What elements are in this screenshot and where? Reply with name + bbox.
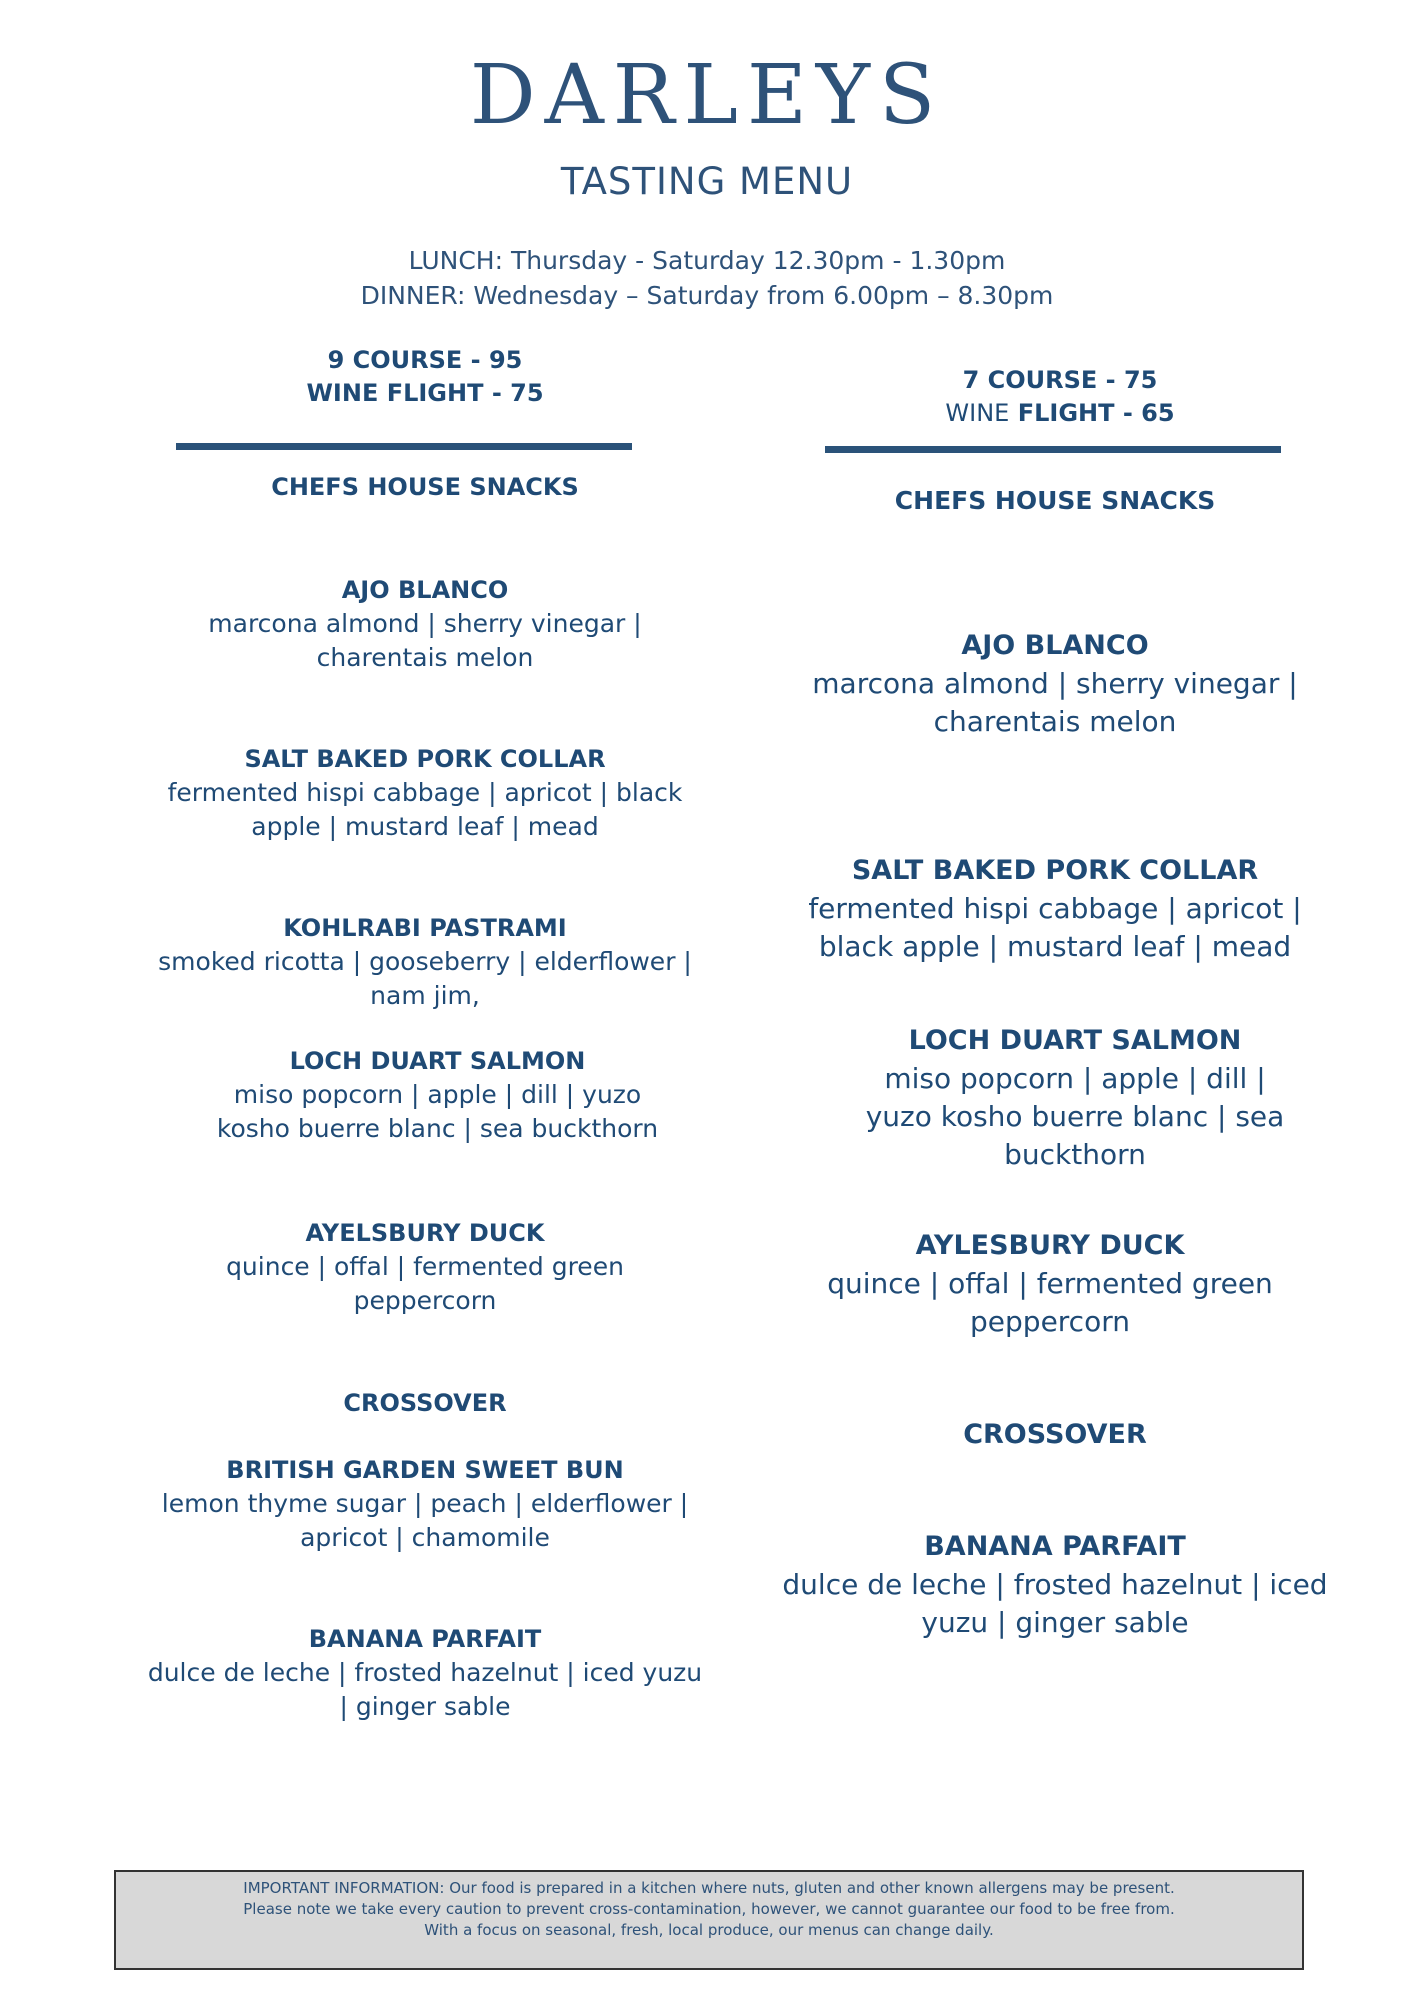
right-divider (825, 446, 1281, 453)
dish-title: CHEFS HOUSE SNACKS (894, 486, 1216, 515)
dish-description: quince | offal | fermented green peppercorn (827, 1267, 1273, 1338)
dish-title: AYLESBURY DUCK (915, 1230, 1185, 1261)
right-item-aylesbury-duck (810, 1227, 1290, 1341)
left-item-chefs-house-snacks (135, 470, 715, 504)
right-wine-rest: FLIGHT - 65 (1017, 399, 1175, 427)
right-column-header (820, 364, 1300, 430)
notice-line-3: With a focus on seasonal, fresh, local produce, our menus can change daily. (424, 1921, 994, 1939)
dish-title: BRITISH GARDEN SWEET BUN (226, 1456, 624, 1484)
right-item-banana-parfait (760, 1528, 1350, 1642)
dish-title: KOHLRABI PASTRAMI (283, 914, 567, 942)
dish-description: marcona almond | sherry vinegar | charentais melon (812, 667, 1298, 738)
right-item-salt-baked-pork-collar (790, 852, 1320, 966)
dish-title: CHEFS HOUSE SNACKS (271, 473, 579, 501)
dish-title: CROSSOVER (343, 1389, 507, 1417)
right-wine-flight (820, 397, 1300, 430)
dish-title: BANANA PARFAIT (924, 1531, 1186, 1562)
brand-logo: DARLEYS (469, 48, 945, 143)
lunch-hours: LUNCH: Thursday - Saturday 12.30pm - 1.30pm (408, 246, 1006, 275)
right-item-chefs-house-snacks (770, 482, 1340, 520)
dish-title: LOCH DUART SALMON (908, 1025, 1242, 1056)
dish-description: marcona almond | sherry vinegar | charentais melon (208, 609, 642, 672)
dish-title: LOCH DUART SALMON (289, 1047, 586, 1075)
dish-description: quince | offal | fermented green peppercorn (226, 1252, 624, 1315)
left-item-kohlrabi-pastrami (135, 911, 715, 1013)
dish-title: AJO BLANCO (341, 576, 509, 604)
menu-title: TASTING MENU (560, 160, 854, 203)
notice-line-2: Please note we take every caution to prevent cross-contamination, however, we cannot guarantee our food to be free from. (243, 1900, 1175, 1918)
allergen-notice (114, 1870, 1304, 1970)
dish-description: fermented hispi cabbage | apricot | black apple | mustard leaf | mead (167, 778, 683, 841)
right-item-ajo-blanco (770, 627, 1340, 741)
notice-line-1: IMPORTANT INFORMATION: Our food is prepared in a kitchen where nuts, gluten and other known allergens may be present. (243, 1879, 1175, 1897)
dish-title: CROSSOVER (963, 1419, 1147, 1450)
right-wine-prefix: WINE (945, 399, 1010, 427)
dish-title: AJO BLANCO (961, 630, 1149, 661)
dish-title: SALT BAKED PORK COLLAR (244, 745, 606, 773)
left-item-crossover (135, 1386, 715, 1420)
dish-description: miso popcorn | apple | dill | yuzo kosho buerre blanc | sea buckthorn (865, 1062, 1285, 1171)
left-divider (176, 443, 632, 450)
dish-description: miso popcorn | apple | dill | yuzo kosho buerre blanc | sea buckthorn (216, 1080, 659, 1143)
opening-hours (0, 243, 1414, 313)
left-item-salt-baked-pork-collar (145, 742, 705, 844)
left-item-british-garden-sweet-bun (135, 1453, 715, 1555)
dish-title: AYELSBURY DUCK (305, 1219, 545, 1247)
left-item-ajo-blanco (170, 573, 680, 675)
left-item-loch-duart-salmon (205, 1044, 670, 1146)
left-column-header (180, 344, 670, 410)
dish-description: dulce de leche | frosted hazelnut | iced yuzu | ginger sable (147, 1658, 703, 1721)
dish-description: smoked ricotta | gooseberry | elderflower | nam jim, (158, 947, 692, 1010)
left-item-ayelsbury-duck (195, 1216, 655, 1318)
right-course-price: 7 COURSE - 75 (962, 366, 1158, 394)
left-wine-flight: WINE FLIGHT - 75 (306, 379, 544, 407)
dinner-hours: DINNER: Wednesday – Saturday from 6.00pm – 8.30pm (360, 281, 1054, 310)
right-item-loch-duart-salmon (850, 1022, 1300, 1174)
dish-title: BANANA PARFAIT (308, 1625, 542, 1653)
dish-title: SALT BAKED PORK COLLAR (851, 855, 1259, 886)
right-item-crossover (770, 1416, 1340, 1454)
left-item-banana-parfait (145, 1622, 705, 1724)
dish-description: lemon thyme sugar | peach | elderflower | apricot | chamomile (161, 1489, 689, 1552)
dish-description: fermented hispi cabbage | apricot | black apple | mustard leaf | mead (808, 892, 1302, 963)
dish-description: dulce de leche | frosted hazelnut | iced yuzu | ginger sable (782, 1568, 1328, 1639)
left-course-price: 9 COURSE - 95 (327, 346, 523, 374)
